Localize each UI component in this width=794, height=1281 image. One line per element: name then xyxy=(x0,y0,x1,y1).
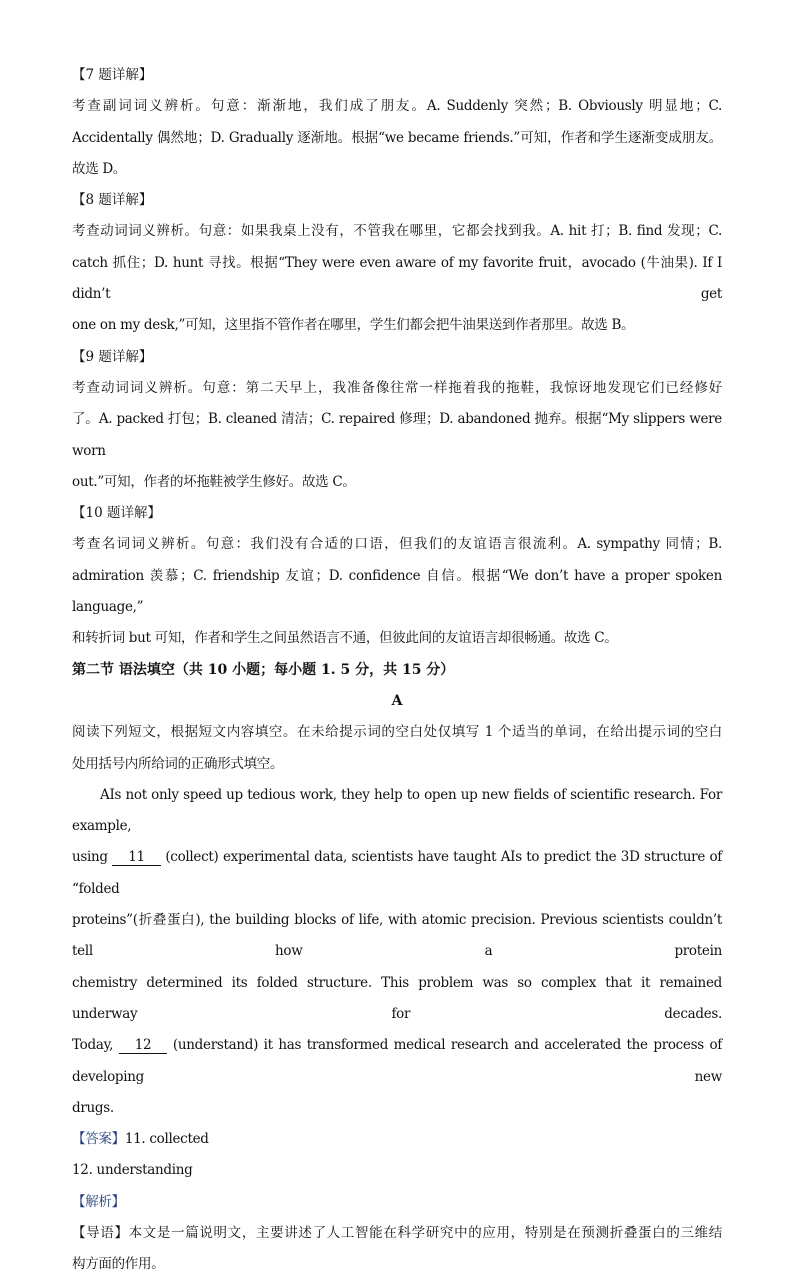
blank-12: 12 xyxy=(119,1037,168,1054)
q8-line-2: catch 抓住；D. hunt 寻找。根据“They were even aware of my favorite fruit，avocado (牛油果). If I didn’t get xyxy=(72,254,722,303)
section-title: 第二节 语法填空（共 10 小题；每小题 1. 5 分，共 15 分） xyxy=(72,661,455,678)
passage-line-2-pre: using xyxy=(72,849,108,866)
q10-heading: 【10 题详解】 xyxy=(72,505,161,522)
q7-line-1: 考查副词词义辨析。句意：渐渐地，我们成了朋友。A. Suddenly 突然；B. Obviously 明显地；C. xyxy=(72,98,722,115)
q8-heading: 【8 题详解】 xyxy=(72,192,153,209)
part-label: A xyxy=(391,692,403,709)
q8-line-1: 考查动词词义辨析。句意：如果我桌上没有，不管我在哪里，它都会找到我。A. hit 打；B. find 发现；C. xyxy=(72,223,722,240)
instruction-line-1: 阅读下列短文，根据短文内容填空。在未给提示词的空白处仅填写 1 个适当的单词，在给出提示词的空白 xyxy=(72,724,722,741)
guide-line-1 xyxy=(72,1218,722,1249)
answer-12: 12. understanding xyxy=(72,1162,193,1179)
guide-text-1: 本文是一篇说明文，主要讲述了人工智能在科学研究中的应用，特别是在预测折叠蛋白的三维结 xyxy=(128,1224,722,1241)
q7-heading: 【7 题详解】 xyxy=(72,67,153,83)
q8-line-3: one on my desk,”可知，这里指不管作者在哪里，学生们都会把牛油果送到作者那里。故选 B。 xyxy=(72,317,635,334)
passage-line-5 xyxy=(72,1030,722,1093)
q9-line-1: 考查动词词义辨析。句意：第二天早上，我准备像往常一样拖着我的拖鞋，我惊讶地发现它们已经修好 xyxy=(72,379,722,396)
q10-line-3: 和转折词 but 可知，作者和学生之间虽然语言不通，但彼此间的友谊语言却很畅通。故选 C。 xyxy=(72,630,618,647)
passage-line-1: AIs not only speed up tedious work, they help to open up new fields of scientific research. For example, xyxy=(72,786,722,835)
q10-line-1: 考查名词词义辨析。句意：我们没有合适的口语，但我们的友谊语言很流利。A. sympathy 同情；B. xyxy=(72,536,722,553)
passage-line-5-post: (understand) it has transformed medical research and accelerated the process of developing new xyxy=(72,1037,723,1085)
passage-line-4: chemistry determined its folded structure. This problem was so complex that it remained underway for decades. xyxy=(72,974,722,1022)
passage-line-3: proteins”(折叠蛋白), the building blocks of life, with atomic precision. Previous scientists couldn’t tell how a protein xyxy=(72,912,722,960)
answer-tag: 【答案】 xyxy=(72,1131,125,1148)
passage-line-5-pre: Today, xyxy=(72,1037,114,1054)
document-page xyxy=(72,60,722,1281)
guide-line-2: 构方面的作用。 xyxy=(72,1256,165,1273)
q7-line-3: 故选 D。 xyxy=(72,160,127,177)
passage-line-2-post: (collect) experimental data, scientists have taught AIs to predict the 3D structure of “folded xyxy=(72,849,723,897)
q7-line-2: Accidentally 偶然地；D. Gradually 逐渐地。根据“we became friends.”可知，作者和学生逐渐变成朋友。 xyxy=(72,129,722,146)
q9-heading: 【9 题详解】 xyxy=(72,348,153,365)
passage-line-6: drugs. xyxy=(72,1099,114,1116)
q9-line-3: out.”可知，作者的坏拖鞋被学生修好。故选 C。 xyxy=(72,473,356,490)
q10-line-2: admiration 羡慕；C. friendship 友谊；D. confidence 自信。根据“We don’t have a proper spoken language,” xyxy=(72,567,722,616)
passage-line-2 xyxy=(72,842,722,905)
answer-11: 11. collected xyxy=(124,1131,209,1148)
blank-11: 11 xyxy=(112,849,161,866)
instruction-line-2: 处用括号内所给词的正确形式填空。 xyxy=(72,755,284,772)
q9-line-2: 了。A. packed 打包；B. cleaned 清洁；C. repaired 修理；D. abandoned 抛弃。根据“My slippers were worn xyxy=(72,411,722,459)
analysis-tag: 【解析】 xyxy=(72,1193,125,1210)
guide-tag: 【导语】 xyxy=(72,1224,129,1241)
answer-line xyxy=(72,1124,722,1155)
